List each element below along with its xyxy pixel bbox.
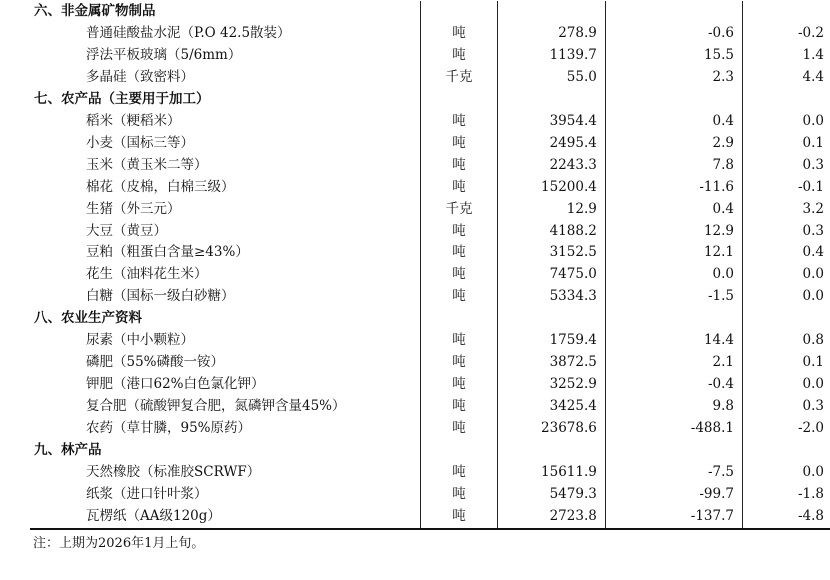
price-cell: 5479.3 <box>498 484 606 506</box>
product-name-cell: 普通硅酸盐水泥（P.O 42.5散装） <box>86 24 291 41</box>
change-percent-cell: 0.8 <box>743 330 830 352</box>
change-amount-cell: 7.8 <box>605 155 742 177</box>
unit-cell: 吨 <box>420 330 498 352</box>
change-percent-cell: 1.4 <box>743 45 830 67</box>
change-percent-cell <box>743 308 830 330</box>
price-cell <box>498 308 606 330</box>
change-percent-cell: -4.8 <box>743 506 830 529</box>
table-row <box>30 462 830 484</box>
price-table-body <box>30 1 830 529</box>
price-cell <box>498 89 606 111</box>
price-cell: 2243.3 <box>498 155 606 177</box>
table-row <box>30 45 830 67</box>
unit-cell: 吨 <box>420 352 498 374</box>
price-cell <box>498 440 606 462</box>
change-percent-cell: 0.4 <box>743 242 830 264</box>
category-heading: 七、农产品（主要用于加工） <box>34 90 210 107</box>
unit-cell: 吨 <box>420 221 498 243</box>
product-name-cell: 磷肥（55%磷酸一铵） <box>86 354 225 371</box>
table-row <box>30 111 830 133</box>
unit-cell: 吨 <box>420 155 498 177</box>
price-cell: 3152.5 <box>498 242 606 264</box>
change-percent-cell <box>743 1 830 23</box>
change-amount-cell: 14.4 <box>605 330 742 352</box>
unit-cell: 千克 <box>420 199 498 221</box>
product-name-cell: 花生（油料花生米） <box>86 266 208 283</box>
unit-cell: 吨 <box>420 484 498 506</box>
price-cell: 3954.4 <box>498 111 606 133</box>
unit-cell: 吨 <box>420 177 498 199</box>
category-row <box>30 1 830 23</box>
category-row <box>30 308 830 330</box>
product-name-cell: 生猪（外三元） <box>86 200 181 217</box>
change-percent-cell: 0.1 <box>743 352 830 374</box>
unit-cell: 吨 <box>420 45 498 67</box>
change-amount-cell <box>605 440 742 462</box>
change-amount-cell: -11.6 <box>605 177 742 199</box>
change-amount-cell: 9.8 <box>605 396 742 418</box>
change-percent-cell: 0.3 <box>743 221 830 243</box>
price-cell: 1139.7 <box>498 45 606 67</box>
unit-cell: 吨 <box>420 374 498 396</box>
change-amount-cell: -99.7 <box>605 484 742 506</box>
change-percent-cell: 0.0 <box>743 264 830 286</box>
price-cell: 3252.9 <box>498 374 606 396</box>
price-cell: 1759.4 <box>498 330 606 352</box>
table-row <box>30 484 830 506</box>
change-percent-cell <box>743 440 830 462</box>
change-percent-cell: 0.0 <box>743 111 830 133</box>
table-row <box>30 133 830 155</box>
price-cell: 3872.5 <box>498 352 606 374</box>
change-percent-cell: 3.2 <box>743 199 830 221</box>
product-name-cell: 玉米（黄玉米二等） <box>86 156 208 173</box>
category-heading: 八、农业生产资料 <box>34 310 142 327</box>
change-amount-cell: 15.5 <box>605 45 742 67</box>
product-name-cell: 天然橡胶（标准胶SCRWF） <box>86 464 261 481</box>
product-name-cell: 纸浆（进口针叶浆） <box>86 485 208 502</box>
change-amount-cell: 12.1 <box>605 242 742 264</box>
change-percent-cell: -0.1 <box>743 177 830 199</box>
unit-cell: 吨 <box>420 462 498 484</box>
change-amount-cell <box>605 308 742 330</box>
price-cell: 15200.4 <box>498 177 606 199</box>
price-cell: 5334.3 <box>498 286 606 308</box>
unit-cell: 吨 <box>420 396 498 418</box>
change-amount-cell <box>605 1 742 23</box>
product-name-cell: 瓦楞纸（AA级120g） <box>30 506 420 529</box>
table-row <box>30 242 830 264</box>
table-row <box>30 396 830 418</box>
change-amount-cell: 0.4 <box>605 111 742 133</box>
unit-cell <box>420 89 498 111</box>
price-cell: 278.9 <box>498 23 606 45</box>
change-amount-cell: -137.7 <box>605 506 742 529</box>
change-percent-cell: -0.2 <box>743 23 830 45</box>
unit-cell: 吨 <box>420 264 498 286</box>
price-cell: 3425.4 <box>498 396 606 418</box>
change-amount-cell <box>605 89 742 111</box>
unit-cell: 吨 <box>420 111 498 133</box>
change-percent-cell: -2.0 <box>743 418 830 440</box>
price-cell: 2495.4 <box>498 133 606 155</box>
table-row <box>30 199 830 221</box>
table-row <box>30 155 830 177</box>
change-amount-cell: 12.9 <box>605 221 742 243</box>
table-row <box>30 67 830 89</box>
unit-cell: 吨 <box>420 242 498 264</box>
category-row <box>30 89 830 111</box>
change-percent-cell: 0.0 <box>743 286 830 308</box>
product-name-cell: 多晶硅（致密料） <box>86 68 194 85</box>
price-cell: 7475.0 <box>498 264 606 286</box>
product-name-cell: 农药（草甘膦，95%原药） <box>86 420 252 437</box>
table-row <box>30 506 830 529</box>
unit-cell <box>420 308 498 330</box>
price-cell: 4188.2 <box>498 221 606 243</box>
table-row <box>30 418 830 440</box>
change-amount-cell: 0.4 <box>605 199 742 221</box>
change-percent-cell: 0.1 <box>743 133 830 155</box>
price-cell: 12.9 <box>498 199 606 221</box>
product-name-cell: 浮法平板玻璃（5/6mm） <box>86 46 242 63</box>
product-name-cell: 钾肥（港口62%白色氯化钾） <box>86 376 265 393</box>
change-percent-cell <box>743 89 830 111</box>
price-cell: 15611.9 <box>498 462 606 484</box>
product-name-cell: 小麦（国标三等） <box>86 134 194 151</box>
change-percent-cell: 0.0 <box>743 462 830 484</box>
unit-cell: 千克 <box>420 67 498 89</box>
product-name-cell: 尿素（中小颗粒） <box>86 332 194 349</box>
table-row <box>30 286 830 308</box>
category-heading: 九、林产品 <box>34 442 102 459</box>
change-amount-cell: -0.4 <box>605 374 742 396</box>
category-row <box>30 440 830 462</box>
product-name-cell: 大豆（黄豆） <box>86 222 167 239</box>
price-cell: 55.0 <box>498 67 606 89</box>
change-amount-cell: 0.0 <box>605 264 742 286</box>
change-amount-cell: -7.5 <box>605 462 742 484</box>
unit-cell: 吨 <box>420 506 498 529</box>
price-table <box>30 1 830 530</box>
change-percent-cell: 0.3 <box>743 155 830 177</box>
unit-cell: 吨 <box>420 23 498 45</box>
footnote: 注：上期为2026年1月上旬。 <box>33 536 205 551</box>
change-amount-cell: 2.3 <box>605 67 742 89</box>
unit-cell: 吨 <box>420 286 498 308</box>
unit-cell: 吨 <box>420 418 498 440</box>
price-cell: 23678.6 <box>498 418 606 440</box>
change-amount-cell: 2.1 <box>605 352 742 374</box>
change-amount-cell: 2.9 <box>605 133 742 155</box>
unit-cell <box>420 1 498 23</box>
product-name-cell: 棉花（皮棉，白棉三级） <box>86 178 235 195</box>
change-amount-cell: -488.1 <box>605 418 742 440</box>
table-row <box>30 177 830 199</box>
product-name-cell: 白糖（国标一级白砂糖） <box>86 288 235 305</box>
change-amount-cell: -1.5 <box>605 286 742 308</box>
table-row <box>30 23 830 45</box>
product-name-cell: 稻米（粳稻米） <box>86 112 181 129</box>
change-percent-cell: 0.0 <box>743 374 830 396</box>
price-cell: 2723.8 <box>498 506 606 529</box>
unit-cell: 吨 <box>420 133 498 155</box>
change-percent-cell: 4.4 <box>743 67 830 89</box>
product-name-cell: 豆粕（粗蛋白含量≥43%） <box>86 244 249 261</box>
table-row <box>30 264 830 286</box>
table-row <box>30 374 830 396</box>
table-row <box>30 330 830 352</box>
price-cell <box>498 1 606 23</box>
product-name-cell: 复合肥（硫酸钾复合肥，氮磷钾含量45%） <box>86 398 346 415</box>
table-row <box>30 352 830 374</box>
change-percent-cell: -1.8 <box>743 484 830 506</box>
change-amount-cell: -0.6 <box>605 23 742 45</box>
category-heading: 六、非金属矿物制品 <box>34 3 156 19</box>
unit-cell <box>420 440 498 462</box>
change-percent-cell: 0.3 <box>743 396 830 418</box>
table-row <box>30 221 830 243</box>
